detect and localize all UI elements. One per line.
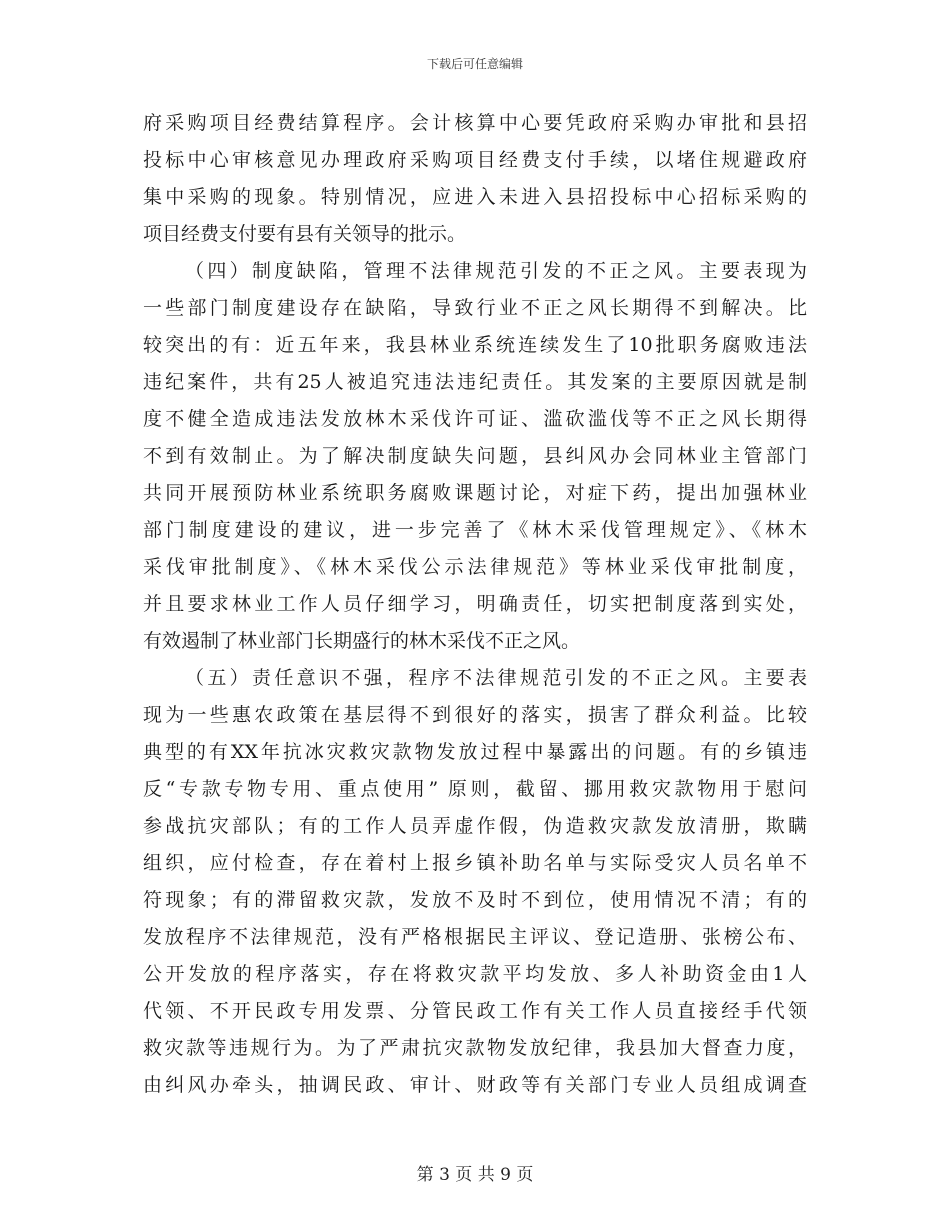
text-line: 项目经费支付要有县有关领导的批示。 — [143, 223, 467, 245]
document-body — [143, 105, 807, 1104]
text-line: 违纪案件，共有25人被追究违法违纪责任。其发案的主要原因就是制 — [143, 371, 807, 393]
text-line: 不到有效制止。为了解决制度缺失问题，县纠风办会同林业主管部门 — [143, 445, 807, 467]
text-line: 部门制度建设的建议，进一步完善了《林木采伐管理规定》、《林木 — [143, 519, 807, 541]
text-line: 一些部门制度建设存在缺陷，导致行业不正之风长期得不到解决。比 — [143, 297, 807, 319]
text-line: 参战抗灾部队；有的工作人员弄虚作假，伪造救灾款发放清册，欺瞒 — [143, 815, 807, 837]
text-line: 集中采购的现象。特别情况，应进入未进入县招投标中心招标采购的 — [143, 186, 807, 208]
text-line: 发放程序不法律规范，没有严格根据民主评议、登记造册、张榜公布、 — [143, 926, 807, 948]
text-line: 有效遏制了林业部门长期盛行的林木采伐不正之风。 — [143, 630, 581, 652]
page-number-footer: 第 3 页 共 9 页 — [416, 1165, 534, 1185]
text-line: 并且要求林业工作人员仔细学习，明确责任，切实把制度落到实处， — [143, 593, 807, 615]
text-line: 投标中心审核意见办理政府采购项目经费支付手续，以堵住规避政府 — [143, 149, 807, 171]
text-line: 较突出的有：近五年来，我县林业系统连续发生了10批职务腐败违法 — [143, 334, 807, 356]
text-line: 现为一些惠农政策在基层得不到很好的落实，损害了群众利益。比较 — [143, 704, 807, 726]
text-line: 度不健全造成违法发放林木采伐许可证、滥砍滥伐等不正之风长期得 — [143, 408, 807, 430]
text-line: 府采购项目经费结算程序。会计核算中心要凭政府采购办审批和县招 — [143, 112, 807, 134]
text-line: 公开发放的程序落实，存在将救灾款平均发放、多人补助资金由1人 — [143, 963, 807, 985]
text-line: 共同开展预防林业系统职务腐败课题讨论，对症下药，提出加强林业 — [143, 482, 807, 504]
paragraph — [143, 253, 807, 660]
text-line: 由纠风办牵头，抽调民政、审计、财政等有关部门专业人员组成调查 — [143, 1074, 807, 1096]
text-line: （四）制度缺陷，管理不法律规范引发的不正之风。主要表现为 — [185, 260, 807, 282]
paragraph — [143, 105, 807, 253]
text-line: 典型的有XX年抗冰灾救灾款物发放过程中暴露出的问题。有的乡镇违 — [143, 741, 807, 763]
page-header-note: 下载后可任意编辑 — [426, 57, 523, 71]
text-line: 救灾款等违规行为。为了严肃抗灾款物发放纪律，我县加大督查力度， — [143, 1037, 807, 1059]
text-line: 采伐审批制度》、《林木采伐公示法律规范》等林业采伐审批制度， — [143, 556, 807, 578]
paragraph — [143, 660, 807, 1104]
text-line: 组织，应付检查，存在着村上报乡镇补助名单与实际受灾人员名单不 — [143, 852, 807, 874]
text-line: （五）责任意识不强，程序不法律规范引发的不正之风。主要表 — [185, 667, 807, 689]
text-line: 代领、不开民政专用发票、分管民政工作有关工作人员直接经手代领 — [143, 1000, 807, 1022]
text-line: 反“专款专物专用、重点使用” 原则，截留、挪用救灾款物用于慰问 — [143, 778, 807, 800]
text-line: 符现象；有的滞留救灾款，发放不及时不到位，使用情况不清；有的 — [143, 889, 807, 911]
